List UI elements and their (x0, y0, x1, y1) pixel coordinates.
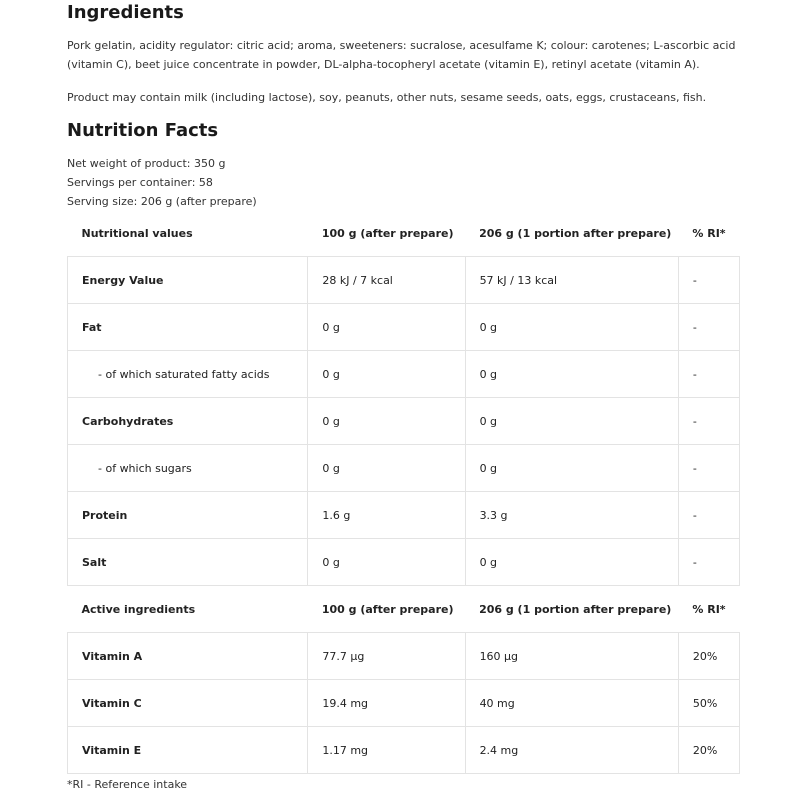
footnote: *RI - Reference intake (67, 778, 188, 791)
table-header (68, 210, 740, 257)
table-row (68, 304, 740, 351)
row-portion: 0 g (465, 398, 678, 445)
row-portion: 0 g (465, 304, 678, 351)
row-portion: 57 kJ / 13 kcal (465, 257, 678, 304)
row-portion: 2.4 mg (465, 727, 678, 774)
row-portion: 0 g (465, 539, 678, 586)
row-name: Vitamin E (68, 727, 308, 774)
row-per100: 28 kJ / 7 kcal (308, 257, 465, 304)
row-name: Energy Value (68, 257, 308, 304)
ingredients-text: Pork gelatin, acidity regulator: citric acid; aroma, sweeteners: sucralose, acesulfame K; colour: carotenes; L-ascorbic acid (vitamin C), beet juice concentrate in powder, DL-alpha-tocopheryl acetate (vitamin E), retinyl acetate (vitamin A). (67, 39, 736, 71)
row-name: - of which sugars (68, 445, 308, 492)
row-ri: - (678, 539, 739, 586)
table-row (68, 398, 740, 445)
table-row (68, 680, 740, 727)
table-row (68, 633, 740, 680)
row-name: Fat (68, 304, 308, 351)
row-name: Protein (68, 492, 308, 539)
row-ri: - (678, 445, 739, 492)
product-meta (67, 154, 257, 211)
row-ri: - (678, 257, 739, 304)
row-per100: 1.17 mg (308, 727, 465, 774)
row-ri: 50% (678, 680, 739, 727)
table-row (68, 492, 740, 539)
row-ri: - (678, 304, 739, 351)
servings-per-container: Servings per container: 58 (67, 176, 213, 189)
row-per100: 0 g (308, 445, 465, 492)
row-per100: 0 g (308, 351, 465, 398)
row-ri: 20% (678, 727, 739, 774)
row-ri: - (678, 398, 739, 445)
row-ri: 20% (678, 633, 739, 680)
table-row (68, 727, 740, 774)
header-cell: Nutritional values (81, 226, 193, 240)
row-name: Vitamin A (68, 633, 308, 680)
header-cell: % RI* (692, 602, 726, 616)
header-cell: 206 g (1 portion after prepare) (479, 602, 672, 616)
table-row (68, 539, 740, 586)
row-name: - of which saturated fatty acids (68, 351, 308, 398)
header-cell: 100 g (after prepare) (321, 226, 454, 240)
active-ingredients-header (68, 586, 740, 633)
row-per100: 0 g (308, 304, 465, 351)
row-name: Carbohydrates (68, 398, 308, 445)
nutrition-facts-heading: Nutrition Facts (67, 120, 219, 141)
row-portion: 40 mg (465, 680, 678, 727)
row-name: Salt (68, 539, 308, 586)
serving-size: Serving size: 206 g (after prepare) (67, 195, 257, 208)
net-weight: Net weight of product: 350 g (67, 157, 226, 170)
table-row (68, 351, 740, 398)
row-name: Vitamin C (68, 680, 308, 727)
row-per100: 0 g (308, 539, 465, 586)
row-portion: 0 g (465, 445, 678, 492)
row-per100: 1.6 g (308, 492, 465, 539)
allergen-notice: Product may contain milk (including lactose), soy, peanuts, other nuts, sesame seeds, oats, eggs, crustaceans, fish. (67, 91, 707, 104)
table-row (68, 257, 740, 304)
row-ri: - (678, 351, 739, 398)
header-cell: % RI* (692, 226, 726, 240)
nutrition-table (67, 210, 740, 774)
row-portion: 0 g (465, 351, 678, 398)
header-cell: Active ingredients (81, 602, 196, 616)
table-row (68, 445, 740, 492)
row-ri: - (678, 492, 739, 539)
header-cell: 206 g (1 portion after prepare) (479, 226, 672, 240)
row-portion: 160 µg (465, 633, 678, 680)
ingredients-heading: Ingredients (67, 2, 184, 23)
row-per100: 19.4 mg (308, 680, 465, 727)
row-portion: 3.3 g (465, 492, 678, 539)
header-cell: 100 g (after prepare) (321, 602, 454, 616)
row-per100: 0 g (308, 398, 465, 445)
row-per100: 77.7 µg (308, 633, 465, 680)
